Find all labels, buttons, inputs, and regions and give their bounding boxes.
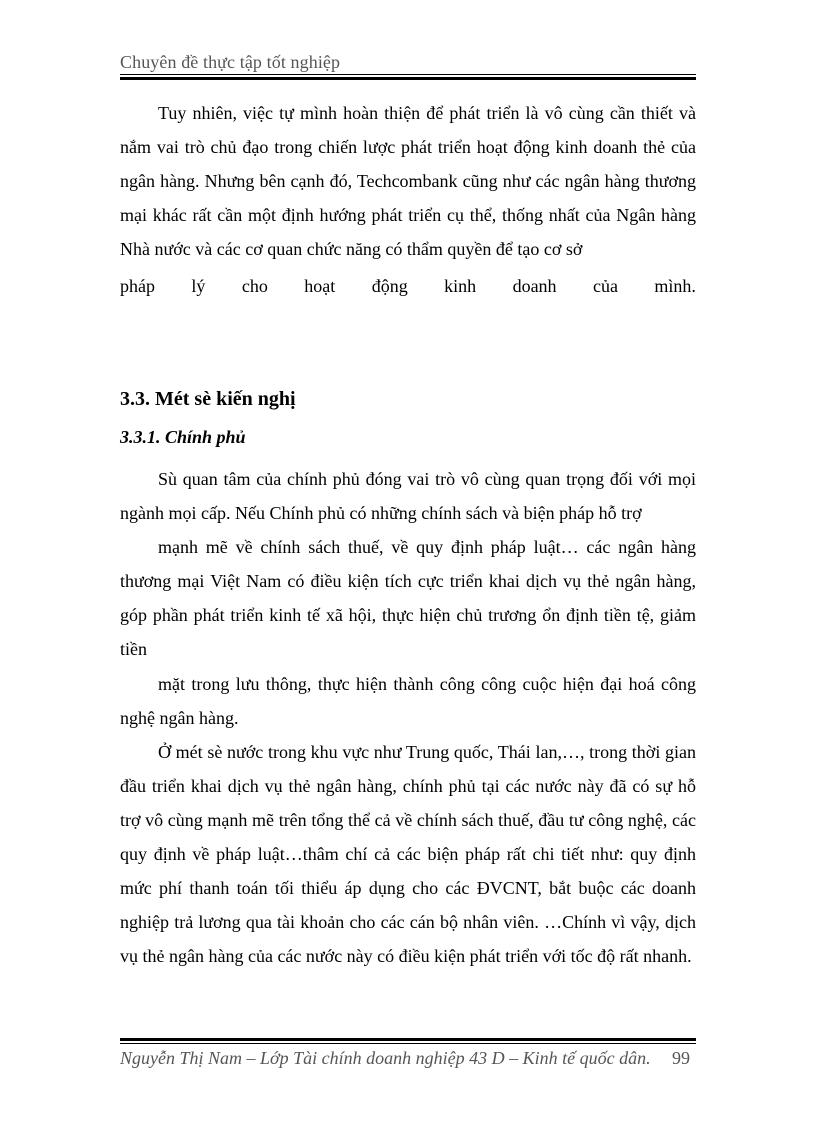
footer-rule-thick (120, 1038, 696, 1041)
header-rule-thin (120, 74, 696, 75)
last-line-word: hoạt (304, 276, 336, 296)
paragraph-3: Ở mét sè nước trong khu vực như Trung quốc, Thái lan,…, trong thời gian đầu triển khai dịch vụ thẻ ngân hàng, chính phủ tại các nước này đã có sự hỗ trợ vô cùng mạnh mẽ trên tổng thể cả về chính sách thuế, đầu tư công nghệ, các quy định về pháp luật…thâm chí cả các biện pháp rất chi tiết như: quy định mức phí thanh toán tối thiểu áp dụng cho các ĐVCNT, bắt buộc các doanh nghiệp trả lương qua tài khoản cho các cán bộ nhân viên. …Chính vì vậy, dịch vụ thẻ ngân hàng của các nước này có điều kiện phát triển với tốc độ rất nhanh. (120, 742, 696, 966)
running-header: Chuyên đề thực tập tốt nghiệp (120, 52, 341, 72)
page-number: 99 (672, 1048, 690, 1068)
last-line-word: động (371, 276, 408, 296)
last-line-word: mình. (654, 276, 696, 296)
last-line-word: cho (241, 276, 268, 296)
subsection-heading: 3.3.1. Chính phủ (120, 427, 246, 447)
last-line-word: kinh (444, 276, 477, 296)
footer-author-line: Nguyễn Thị Nam – Lớp Tài chính doanh nghiệp 43 D – Kinh tế quốc dân. (120, 1048, 651, 1068)
header-rule-thick (120, 77, 696, 80)
paragraph-2-part-3: mặt trong lưu thông, thực hiện thành công công cuộc hiện đại hoá công nghệ ngân hàng. (120, 674, 696, 728)
paragraph-2-part-1: Sù quan tâm của chính phủ đóng vai trò vô cùng quan trọng đối với mọi ngành mọi cấp. Nếu Chính phủ có những chính sách và biện pháp hỗ trợ (120, 469, 696, 523)
paragraph-1-last-line (120, 269, 696, 303)
last-line-word: lý (191, 276, 206, 296)
last-line-word: doanh (512, 276, 557, 296)
paragraph-2-part-2: mạnh mẽ về chính sách thuế, về quy định pháp luật… các ngân hàng thương mại Việt Nam có điều kiện tích cực triển khai dịch vụ thẻ ngân hàng, góp phần phát triển kinh tế xã hội, thực hiện chủ trương ổn định tiền tệ, giảm tiền (120, 537, 696, 659)
last-line-word: của (592, 276, 618, 296)
footer-rule-thin (120, 1043, 696, 1044)
section-heading: 3.3. Mét sè kiến nghị (120, 388, 296, 410)
last-line-word: pháp (120, 276, 155, 296)
paragraph-1: Tuy nhiên, việc tự mình hoàn thiện để phát triển là vô cùng cần thiết và nắm vai trò chủ đạo trong chiến lược phát triển hoạt động kinh doanh thẻ của ngân hàng. Nhưng bên cạnh đó, Techcombank cũng như các ngân hàng thương mại khác rất cần một định hướng phát triển cụ thể, thống nhất của Ngân hàng Nhà nước và các cơ quan chức năng có thẩm quyền để tạo cơ sở (120, 103, 696, 259)
